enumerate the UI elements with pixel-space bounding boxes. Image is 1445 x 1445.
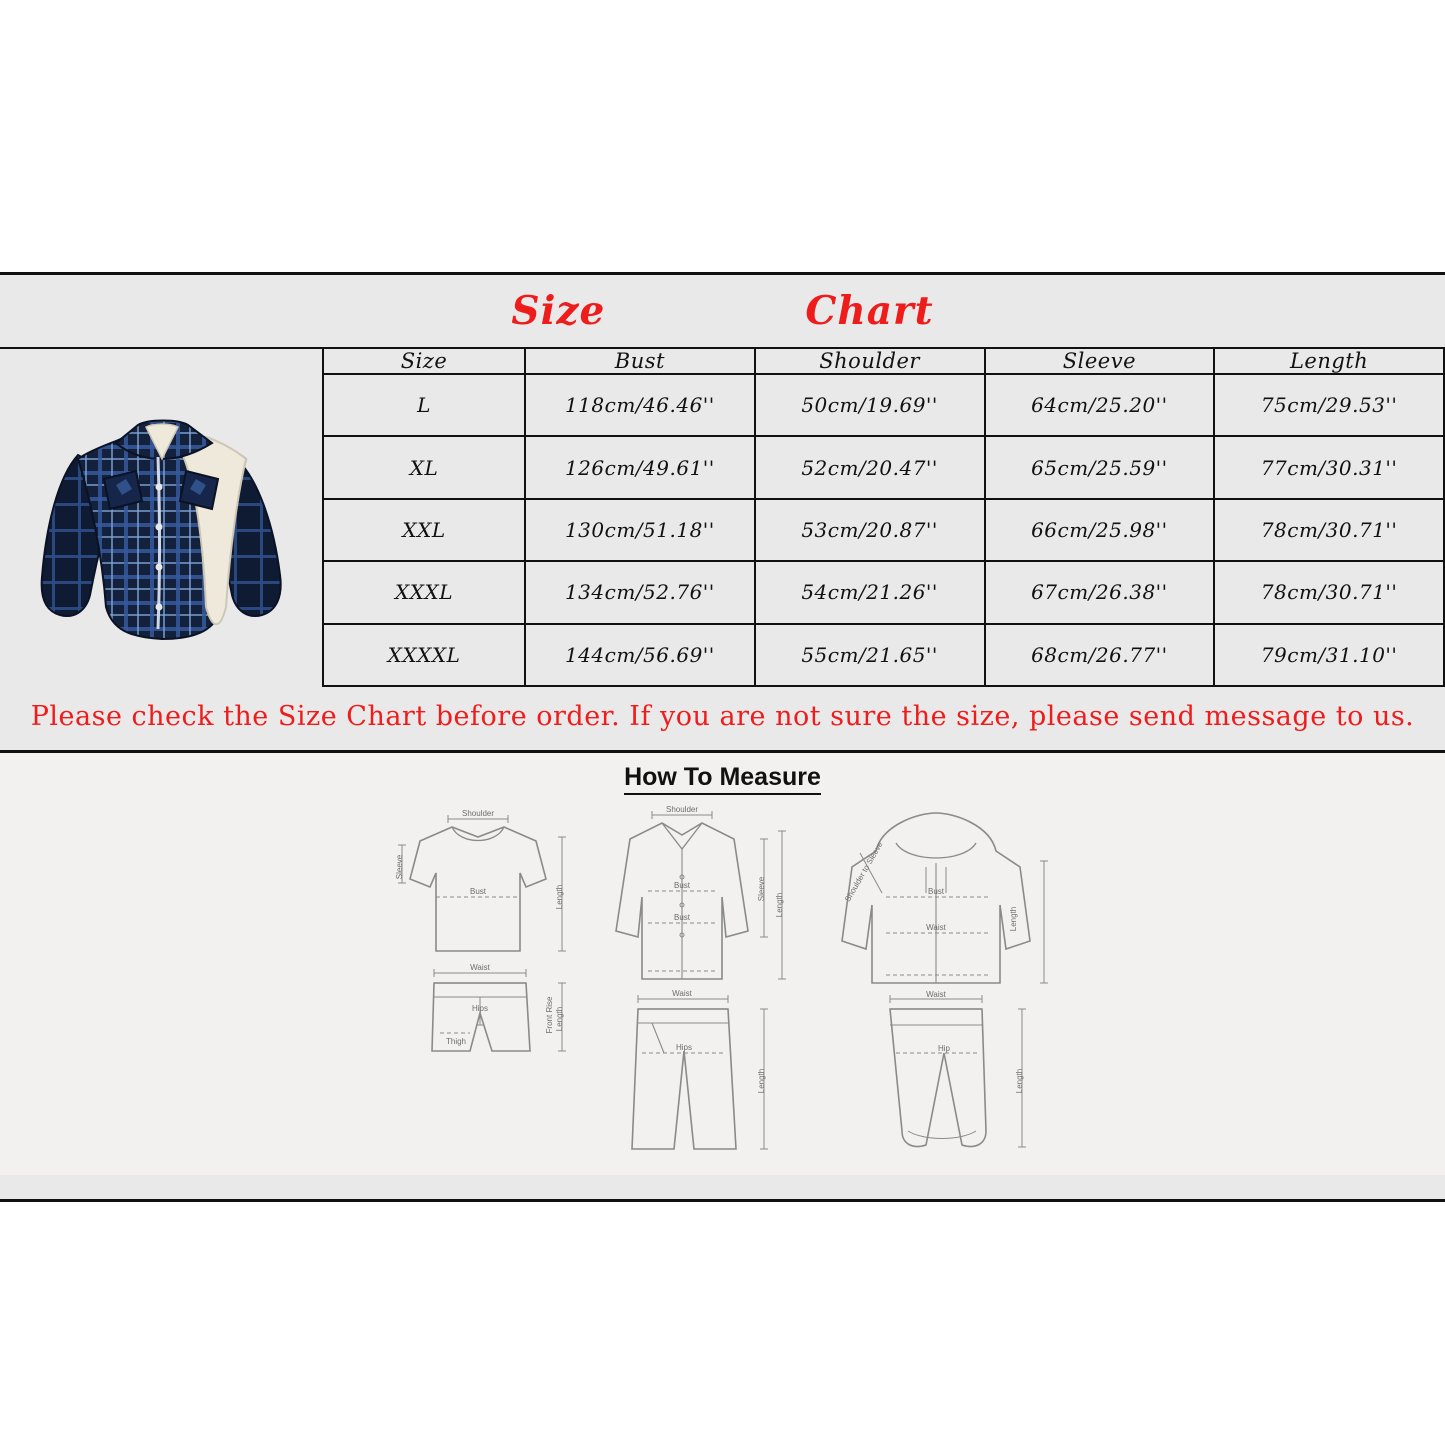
label-length: Length (757, 1068, 766, 1094)
how-to-measure-section (0, 753, 1445, 1175)
table-header-row (323, 349, 1444, 374)
measure-diagrams (330, 801, 1120, 1161)
cell-bust: 144cm/56.69'' (525, 624, 755, 686)
col-bust: Bust (525, 349, 755, 374)
cell-length: 78cm/30.71'' (1214, 499, 1444, 561)
how-to-measure-title (0, 753, 1445, 792)
cell-sleeve: 64cm/25.20'' (985, 374, 1215, 436)
jacket-icon (20, 367, 305, 667)
table-row (323, 436, 1444, 498)
title-word-chart: Chart (805, 288, 934, 334)
label-length: Length (1009, 906, 1018, 932)
chart-body (0, 347, 1445, 687)
cell-sleeve: 67cm/26.38'' (985, 561, 1215, 623)
cell-size: XXXXL (323, 624, 525, 686)
label-hip: Hip (937, 1044, 951, 1054)
label-length: Length (775, 892, 784, 918)
label-bust: Bust (469, 887, 487, 897)
col-shoulder: Shoulder (755, 349, 985, 374)
cell-size: XXXL (323, 561, 525, 623)
label-waist: Waist (672, 989, 692, 999)
label-shoulder: Shoulder (665, 805, 699, 815)
col-length: Length (1214, 349, 1444, 374)
cell-shoulder: 55cm/21.65'' (755, 624, 985, 686)
cell-length: 79cm/31.10'' (1214, 624, 1444, 686)
cell-length: 78cm/30.71'' (1214, 561, 1444, 623)
size-chart-card (0, 272, 1445, 1202)
table-row (323, 624, 1444, 686)
measure-diagram-icon (330, 801, 1120, 1161)
table-row (323, 561, 1444, 623)
table-row (323, 374, 1444, 436)
label-bust: Bust (673, 881, 691, 891)
size-table (322, 349, 1445, 687)
cell-sleeve: 65cm/25.59'' (985, 436, 1215, 498)
cell-bust: 130cm/51.18'' (525, 499, 755, 561)
label-length: Length (1015, 1068, 1024, 1094)
label-length: Length (555, 884, 564, 910)
label-thigh: Thigh (445, 1037, 467, 1047)
cell-size: L (323, 374, 525, 436)
label-sleeve: Sleeve (757, 876, 766, 902)
cell-shoulder: 53cm/20.87'' (755, 499, 985, 561)
cell-length: 77cm/30.31'' (1214, 436, 1444, 498)
label-length: Length (555, 1006, 564, 1032)
label-shoulder: Shoulder (461, 809, 495, 819)
col-size: Size (323, 349, 525, 374)
label-waist: Waist (926, 990, 946, 1000)
label-front-rise: Front Rise (545, 996, 554, 1034)
cell-shoulder: 54cm/21.26'' (755, 561, 985, 623)
label-waist: Waist (470, 963, 490, 973)
label-hips: Hips (471, 1004, 489, 1014)
cell-bust: 134cm/52.76'' (525, 561, 755, 623)
label-shoulder-to-sleeve: Shoulder to Sleeve (843, 840, 885, 904)
cell-size: XXL (323, 499, 525, 561)
chart-title (0, 275, 1445, 347)
label-waist: Waist (926, 923, 946, 933)
cell-bust: 126cm/49.61'' (525, 436, 755, 498)
cell-sleeve: 66cm/25.98'' (985, 499, 1215, 561)
how-to-measure-title-text: How To Measure (624, 763, 821, 795)
col-sleeve: Sleeve (985, 349, 1215, 374)
table-row (323, 499, 1444, 561)
cell-shoulder: 52cm/20.47'' (755, 436, 985, 498)
jacket-illustration (20, 367, 305, 667)
cell-bust: 118cm/46.46'' (525, 374, 755, 436)
cell-sleeve: 68cm/26.77'' (985, 624, 1215, 686)
label-hips: Hips (675, 1043, 693, 1053)
cell-length: 75cm/29.53'' (1214, 374, 1444, 436)
label-bust-lower: Bust (673, 913, 691, 923)
size-note: Please check the Size Chart before order. If you are not sure the size, please send message to us. (0, 687, 1445, 753)
label-bust: Bust (927, 887, 945, 897)
product-photo (0, 347, 322, 687)
label-sleeve: Sleeve (395, 854, 404, 880)
title-word-size: Size (511, 288, 606, 334)
size-table-container (322, 347, 1445, 687)
cell-size: XL (323, 436, 525, 498)
cell-shoulder: 50cm/19.69'' (755, 374, 985, 436)
